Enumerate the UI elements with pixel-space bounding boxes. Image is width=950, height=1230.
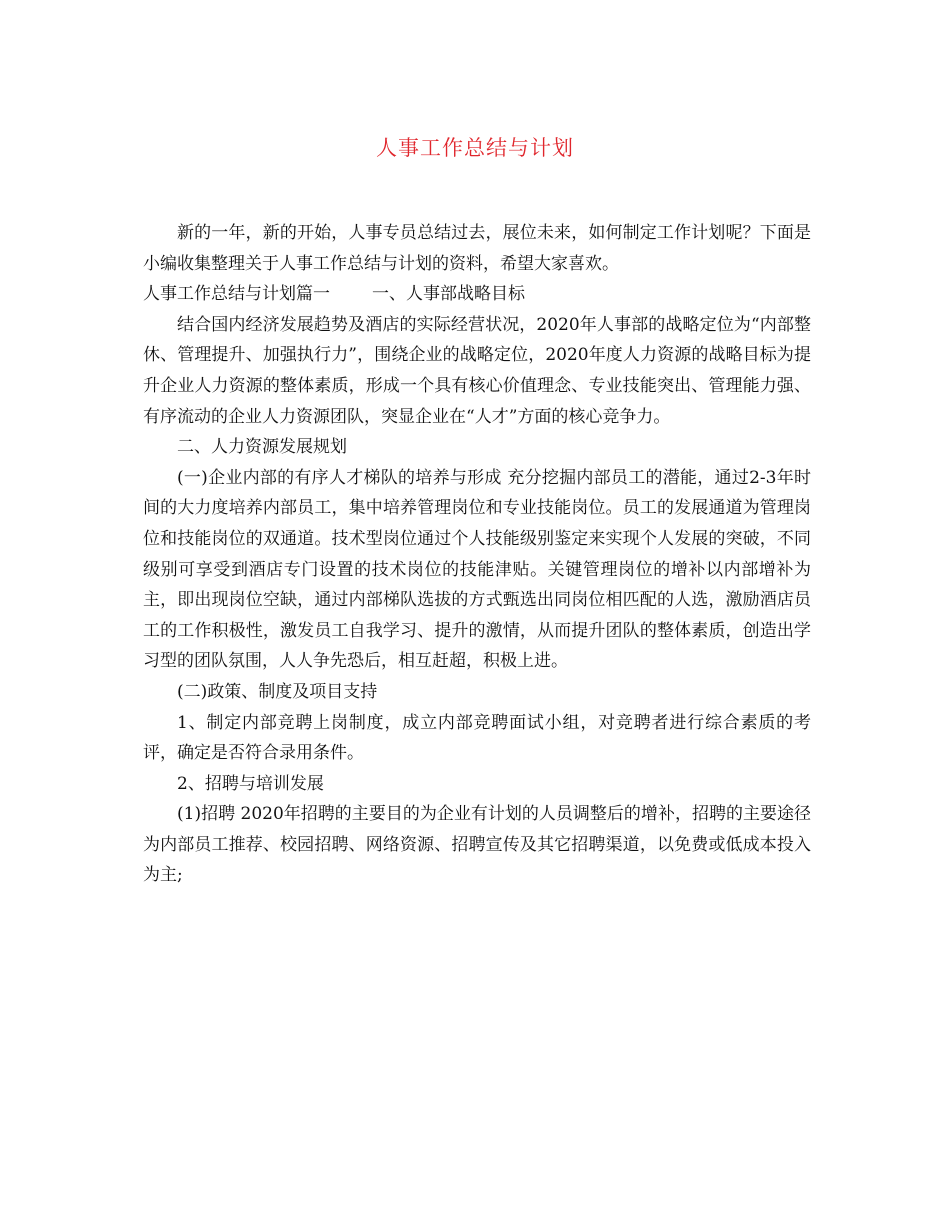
intro-paragraph: 新的一年，新的开始，人事专员总结过去，展位未来，如何制定工作计划呢？下面是小编收集整理关于人事工作总结与计划的资料，希望大家喜欢。 <box>143 223 811 274</box>
recruitment-training-heading: 2、招聘与培训发展 <box>177 773 324 794</box>
section-heading-right: 一、人事部战略目标 <box>372 284 525 305</box>
document-body <box>143 218 811 891</box>
section-heading-line <box>143 279 811 310</box>
section-heading-left: 人事工作总结与计划篇一 <box>143 284 330 305</box>
internal-competition-paragraph: 1、制定内部竞聘上岗制度，成立内部竞聘面试小组，对竞聘者进行综合素质的考评，确定是否符合录用条件。 <box>143 712 811 764</box>
hr-plan-heading: 二、人力资源发展规划 <box>177 437 347 458</box>
policy-heading: (二)政策、制度及项目支持 <box>177 681 378 702</box>
talent-pipeline-paragraph: (一)企业内部的有序人才梯队的培养与形成 充分挖掘内部员工的潜能，通过2-3年时间的大力度培养内部员工，集中培养管理岗位和专业技能岗位。员工的发展通道为管理岗位和技能岗位的双通道。技术型岗位通过个人技能级别鉴定来实现个人发展的突破，不同级别可享受到酒店专门设置的技术岗位的技能津贴。关键管理岗位的增补以内部增补为主，即出现岗位空缺，通过内部梯队选拔的方式甄选出同岗位相匹配的人选，激励酒店员工的工作积极性，激发员工自我学习、提升的激情，从而提升团队的整体素质，创造出学习型的团队氛围，人人争先恐后，相互赶超，积极上进。 <box>143 467 811 672</box>
document-title: 人事工作总结与计划 <box>376 136 574 160</box>
recruitment-paragraph: (1)招聘 2020年招聘的主要目的为企业有计划的人员调整后的增补，招聘的主要途径为内部员工推荐、校园招聘、网络资源、招聘宣传及其它招聘渠道，以免费或低成本投入为主; <box>143 804 811 886</box>
strategy-paragraph: 结合国内经济发展趋势及酒店的实际经营状况，2020年人事部的战略定位为“内部整休、管理提升、加强执行力”，围绕企业的战略定位，2020年度人力资源的战略目标为提升企业人力资源的整体素质，形成一个具有核心价值理念、专业技能突出、管理能力强、有序流动的企业人力资源团队，突显企业在“人才”方面的核心竞争力。 <box>143 314 811 427</box>
